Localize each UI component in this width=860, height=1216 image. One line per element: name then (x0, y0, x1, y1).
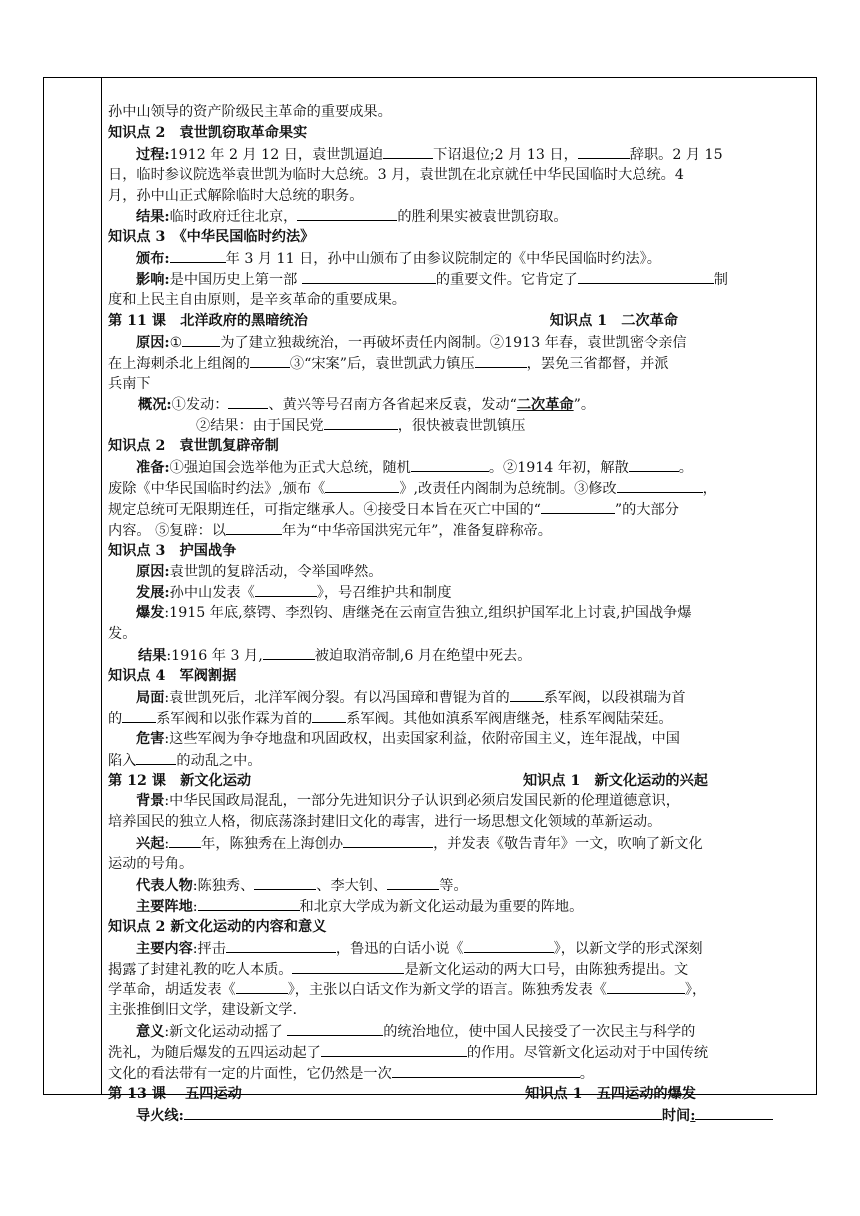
knowledge-point-title: 知识点 1 新文化运动的兴起 (522, 772, 708, 789)
text-line (108, 499, 808, 520)
label: 危害 (136, 730, 165, 747)
underlined-term: 二次革命 (516, 397, 574, 414)
text: 日，临时参议院选举袁世凯为临时大总统。3 月，袁世凯在北京就任中华民国临时大总统。4 (108, 166, 684, 183)
text-line (108, 562, 808, 583)
text-line (108, 1063, 808, 1084)
text-line (108, 353, 808, 374)
label: 发展: (136, 585, 170, 602)
section-heading (108, 541, 808, 562)
text-line (108, 394, 808, 415)
text-line (108, 1105, 808, 1126)
blank (324, 415, 398, 430)
text: 系军阀和以张作霖为首的 (156, 710, 313, 727)
blank (228, 394, 268, 409)
section-heading (108, 436, 808, 457)
label: 导火线: (136, 1107, 184, 1124)
blank (226, 938, 336, 953)
text: 孙中山发表《 (169, 585, 255, 602)
text-line (108, 186, 808, 207)
text: 废除《中华民国临时约法》,颁布《 (108, 481, 326, 498)
section-heading (108, 227, 808, 248)
text-line (108, 833, 808, 854)
label: 过程: (136, 146, 170, 163)
blank (383, 144, 433, 159)
blank (629, 457, 679, 472)
text: 系军阀。其他如滇系军阀唐继尧，桂系军阀陆荣廷。 (346, 710, 673, 727)
label: 兴起 (136, 836, 165, 853)
label: 时间 (661, 1107, 691, 1124)
text: 的动乱之中。 (176, 752, 262, 769)
text-line (108, 144, 808, 165)
heading-text: 知识点 2 袁世凯复辟帝制 (108, 438, 279, 455)
text-line (108, 624, 808, 645)
text: : (690, 1107, 696, 1124)
text-line (108, 812, 808, 833)
text: 学革命，胡适发表《 (108, 982, 236, 999)
text: ”的大部分 (614, 501, 679, 518)
text: 年 3 月 11 日，孙中山颁布了由参议院制定的《中华民国临时约法》。 (225, 251, 661, 268)
text: 系军阀，以段祺瑞为首 (543, 689, 686, 706)
text-line (108, 979, 808, 1000)
text-line (108, 374, 808, 395)
label: 原因: (136, 563, 170, 580)
text: ②结果：由于国民党 (196, 418, 324, 435)
text: 辞职。2 月 15 (629, 146, 723, 163)
blank (607, 979, 685, 994)
text: 。②1914 年初，解散 (488, 460, 629, 477)
label: 局面 (136, 689, 165, 706)
text: : (192, 898, 198, 915)
label: 代表人物 (136, 877, 193, 894)
text: ①发动： (171, 397, 229, 414)
column-divider (101, 77, 102, 1095)
blank (236, 979, 288, 994)
text: :中华民国政局混乱，一部分先进知识分子认识到必须启发国民新的伦理道德意识， (164, 793, 680, 810)
blank (226, 520, 282, 535)
text: 》，主张以白话文作为新文学的语言。陈独秀发表《 (287, 982, 607, 999)
blank (255, 582, 317, 597)
label: 原因: (136, 334, 170, 351)
text-line (108, 1042, 808, 1063)
blank (343, 833, 433, 848)
text: 下诏退位;2 月 13 日， (433, 146, 578, 163)
text: 的作用。尽管新文化运动对于中国传统 (466, 1045, 709, 1062)
blank (464, 938, 554, 953)
blank (510, 687, 544, 702)
label: 爆发 (136, 605, 165, 622)
blank (695, 1105, 773, 1120)
text: ③“宋案”后，袁世凯武力镇压 (289, 355, 475, 372)
knowledge-point-title: 知识点 1 五四运动的爆发 (525, 1085, 696, 1102)
text: 的胜利果实被袁世凯窃取。 (397, 209, 568, 226)
text-line (108, 248, 808, 269)
label: 概况: (138, 397, 172, 414)
text: 培养国民的独立人格，彻底荡涤封建旧文化的毒害，进行一场思想文化领域的革新运动。 (108, 814, 662, 831)
text-line (108, 708, 808, 729)
text: :袁世凯死后，北洋军阀分裂。有以冯国璋和曹锟为首的 (164, 689, 510, 706)
label: 主要内容 (136, 940, 193, 957)
blank (263, 645, 315, 660)
text-line (108, 478, 808, 499)
text: ，罢免三省都督，并派 (526, 355, 669, 372)
text: :抨击 (192, 940, 226, 957)
text: 临时政府迁往北京， (169, 209, 298, 226)
text: 的 (108, 710, 123, 727)
blank (578, 144, 630, 159)
section-heading (108, 123, 808, 144)
text: 月，孙中山正式解除临时大总统的职务。 (108, 187, 364, 204)
text: ”。 (573, 397, 596, 414)
blank (541, 499, 615, 514)
blank (292, 959, 404, 974)
text: 。 (579, 1065, 594, 1082)
heading-text: 知识点 2 袁世凯窃取革命果实 (108, 124, 308, 141)
blank (392, 1063, 580, 1078)
text: 兵南下 (108, 375, 151, 392)
text: 、李大钊、 (316, 877, 388, 894)
blank (254, 875, 316, 890)
text: : (164, 836, 170, 853)
blank (250, 353, 290, 368)
blank (182, 332, 220, 347)
text: :新文化运动动摇了 (164, 1024, 288, 1041)
text: 》，号召维护共和制度 (316, 585, 452, 602)
text: 陷入 (108, 752, 137, 769)
text-line (108, 791, 808, 812)
label: 颁布: (136, 251, 170, 268)
text: 为了建立独裁统治，一再破坏责任内阁制。②1913 年春，袁世凯密令亲信 (220, 334, 687, 351)
blank (387, 875, 439, 890)
blank (475, 353, 527, 368)
text: 度和上民主自由原则，是辛亥革命的重要成果。 (108, 292, 406, 309)
text-line (108, 415, 808, 436)
text-line (108, 332, 808, 353)
lesson-heading (108, 1084, 808, 1105)
text: 是中国历史上第一部 (169, 272, 302, 289)
text: ①强迫国会选举他为正式大总统，随机 (169, 460, 411, 477)
text: :1915 年底,蔡锷、李烈钧、唐继尧在云南宣告独立,组织护国军北上讨袁,护国战争爆 (164, 605, 692, 622)
text: ， (702, 481, 717, 498)
text: 文化的看法带有一定的片面性，它仍然是一次 (108, 1065, 392, 1082)
lesson-title: 第 13 课 五四运动 (108, 1085, 242, 1102)
label: 背景 (136, 793, 165, 810)
blank (302, 269, 436, 284)
blank (297, 206, 397, 221)
label: 结果: (136, 209, 170, 226)
text: 发。 (108, 626, 137, 643)
text-line (108, 854, 808, 875)
text: 运动的号角。 (108, 856, 194, 873)
text-line (108, 603, 808, 624)
text-line (108, 582, 808, 603)
text-line (108, 750, 808, 771)
blank (169, 833, 201, 848)
blank (325, 478, 399, 493)
text: 的统治地位，使中国人民接受了一次民主与科学的 (383, 1024, 696, 1041)
text: 年，陈独秀在上海创办 (201, 836, 344, 853)
text-line (108, 165, 808, 186)
heading-text: 知识点 3 《中华民国临时约法》 (108, 229, 315, 246)
text: 的重要文件。它肯定了 (435, 272, 578, 289)
text: ，很快被袁世凯镇压 (397, 418, 526, 435)
lesson-title: 第 12 课 新文化运动 (108, 772, 252, 789)
text: 袁世凯的复辟活动，令举国哗然。 (169, 563, 383, 580)
text-line (108, 729, 808, 750)
label: 影响: (136, 272, 170, 289)
text: 年为“中华帝国洪宪元年”，准备复辟称帝。 (282, 522, 552, 539)
text: 。 (678, 460, 693, 477)
text: 》,改责任内阁制为总统制。③修改 (399, 481, 617, 498)
text-line (108, 896, 808, 917)
blank (184, 1105, 662, 1120)
text: 在上海刺杀北上组阁的 (108, 355, 250, 372)
text-line (108, 645, 808, 666)
text: 制 (713, 272, 728, 289)
blank (578, 269, 714, 284)
text: 规定总统可无限期连任，可指定继承人。④接受日本旨在灭亡中国的“ (108, 501, 541, 518)
text: 》， (684, 982, 707, 999)
text: 等。 (439, 877, 468, 894)
heading-text: 知识点 4 军阀割据 (108, 668, 237, 685)
knowledge-point-title: 知识点 1 二次革命 (549, 312, 678, 329)
label: 意义 (136, 1024, 165, 1041)
label: 主要阵地 (136, 898, 193, 915)
text: 和北京大学成为新文化运动最为重要的阵地。 (299, 898, 584, 915)
text-line (108, 520, 808, 541)
text-line (108, 938, 808, 959)
text: 主张推倒旧文学，建设新文学. (108, 1002, 297, 1019)
text-line (108, 1021, 808, 1042)
text: 孙中山领导的资产阶级民主革命的重要成果。 (108, 104, 392, 120)
text: 》，以新文学的形式深刻 (553, 940, 703, 957)
blank (136, 750, 176, 765)
label: 准备: (136, 460, 170, 477)
text: :1916 年 3 月, (166, 648, 263, 665)
worksheet-content (108, 102, 808, 1126)
heading-text: 知识点 3 护国战争 (108, 542, 237, 559)
text-line (108, 457, 808, 478)
text: 、黄兴等号召南方各省起来反袁，发动“ (268, 397, 517, 414)
blank (287, 1021, 383, 1036)
blank (198, 896, 300, 911)
section-heading (108, 666, 808, 687)
text: 是新文化运动的两大口号，由陈独秀提出。文 (404, 961, 689, 978)
text-line (108, 102, 808, 123)
blank (312, 708, 346, 723)
text-line (108, 959, 808, 980)
text-line (108, 206, 808, 227)
text: ① (169, 334, 183, 351)
text: ，并发表《敬告青年》一文，吹响了新文化 (433, 836, 703, 853)
blank (321, 1042, 467, 1057)
blank (122, 708, 156, 723)
blank (411, 457, 489, 472)
lesson-heading (108, 771, 808, 792)
blank (170, 248, 226, 263)
text: 1912 年 2 月 12 日，袁世凯逼迫 (169, 146, 384, 163)
heading-text: 知识点 2 新文化运动的内容和意义 (108, 918, 327, 935)
lesson-heading (108, 311, 808, 332)
text: 洗礼，为随后爆发的五四运动起了 (108, 1045, 321, 1062)
blank (617, 478, 703, 493)
text-line (108, 875, 808, 896)
text-line (108, 269, 808, 290)
lesson-title: 第 11 课 北洋政府的黑暗统治 (108, 312, 308, 329)
text-line (108, 687, 808, 708)
text: 揭露了封建礼教的吃人本质。 (108, 961, 293, 978)
text: :陈独秀、 (192, 877, 255, 894)
text-line (108, 290, 808, 311)
text: 被迫取消帝制,6 月在绝望中死去。 (314, 648, 532, 665)
text: :这些军阀为争夺地盘和巩固政权，出卖国家利益，依附帝国主义，连年混战，中国 (164, 730, 680, 747)
label: 结果 (138, 648, 167, 665)
text-line (108, 1000, 808, 1021)
section-heading (108, 917, 808, 938)
text: 内容。 ⑤复辟：以 (108, 522, 227, 539)
text: ，鲁迅的白话小说《 (335, 940, 464, 957)
